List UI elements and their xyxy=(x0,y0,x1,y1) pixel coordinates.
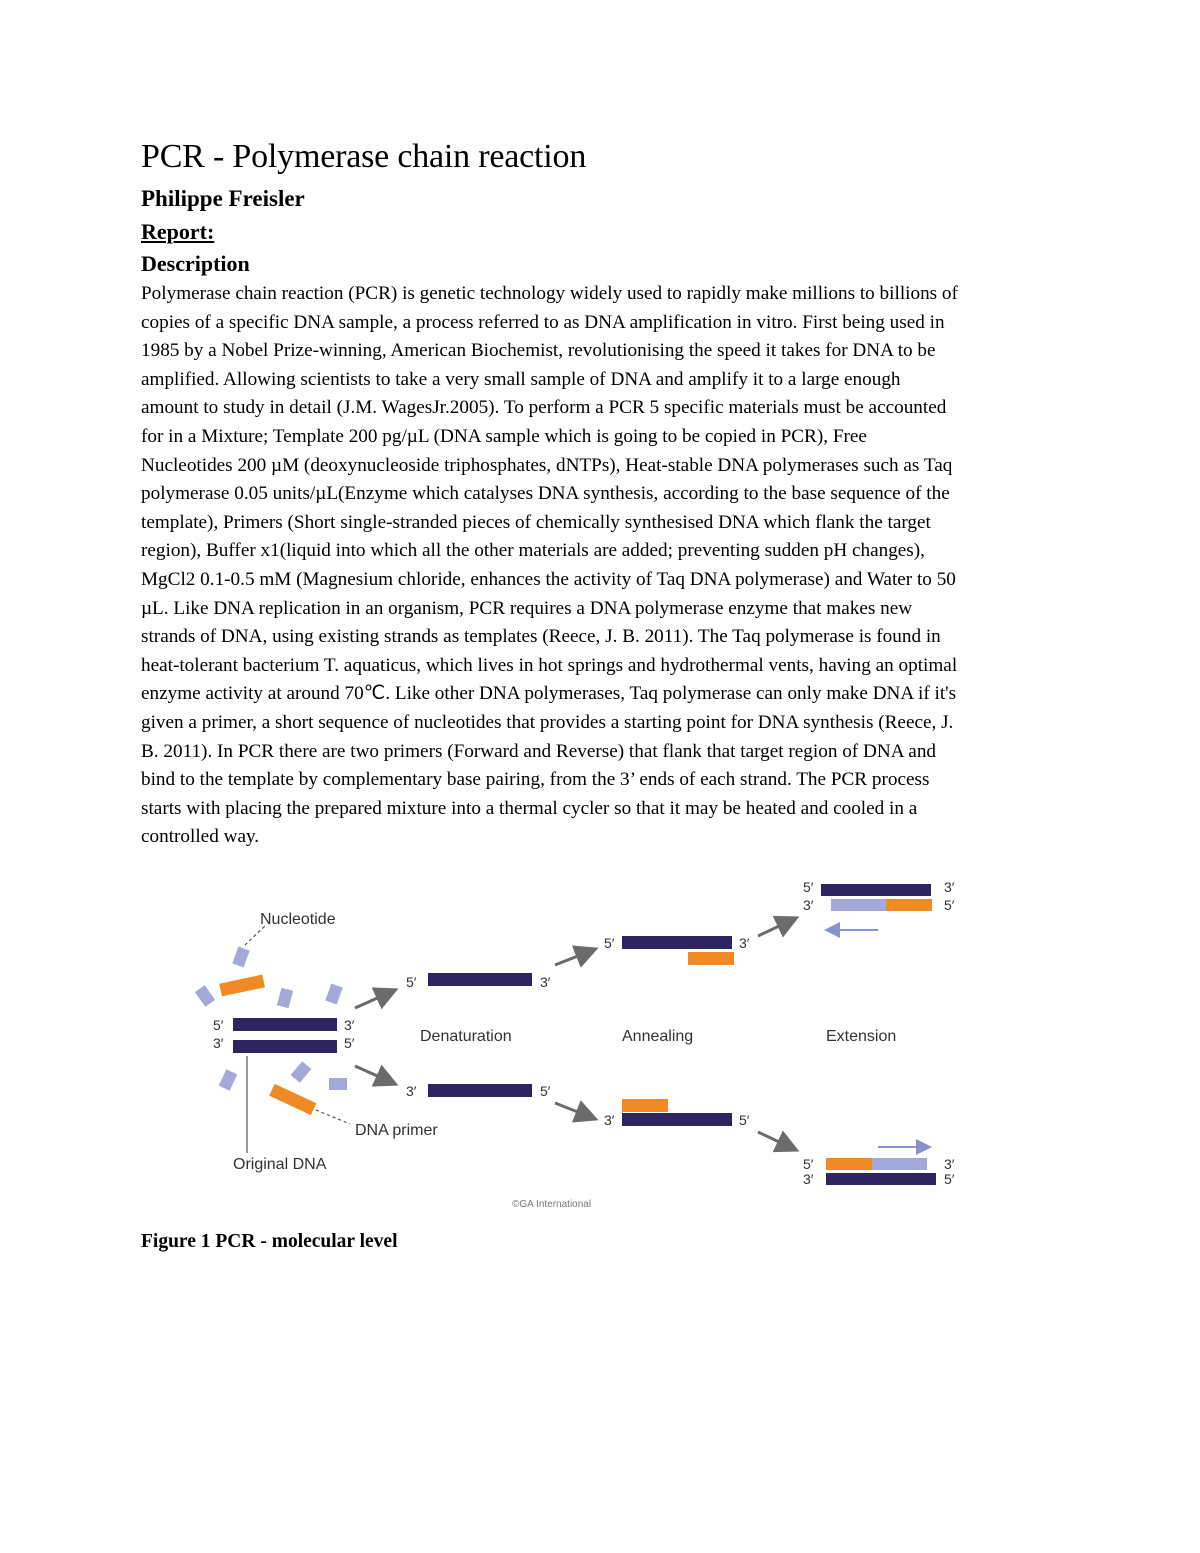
original-dna-bottom-strand xyxy=(233,1040,337,1053)
denaturation-label: Denaturation xyxy=(420,1028,512,1045)
paragraph-line: given a primer, a short sequence of nucleotides that provides a starting point for DNA synthesis (Reece, J. xyxy=(141,711,954,733)
ext-bot-5-end: 5′ xyxy=(803,1156,814,1172)
ext-bot2-3-end: 3′ xyxy=(803,1171,814,1187)
ext-new-5-end: 5′ xyxy=(944,897,955,913)
paragraph-line: 1985 by a Nobel Prize-winning, American Biochemist, revolutionising the speed it takes for DNA to be xyxy=(141,340,936,362)
extension-label: Extension xyxy=(826,1028,897,1045)
paragraph-line: bind to the template by complementary base pairing, from the 3’ ends of each strand. The PCR process xyxy=(141,769,930,791)
paragraph-line: Nucleotides 200 µM (deoxynucleoside triphosphates, dNTPs), Heat-stable DNA polymerases such as Taq xyxy=(141,454,953,476)
description-paragraph xyxy=(141,280,1071,852)
arrow-to-extension-top xyxy=(758,919,794,936)
paragraph-line: heat-tolerant bacterium T. aquaticus, which lives in hot springs and hydrothermal vents, having an optimal xyxy=(141,654,958,676)
paragraph-line: strands of DNA, using existing strands as templates (Reece, J. B. 2011). The Taq polymerase is found in xyxy=(141,626,941,648)
original-dna-top-strand xyxy=(233,1018,337,1031)
report-heading: Report: xyxy=(141,219,215,244)
nucleotide xyxy=(277,988,293,1008)
denat-bottom-3-end: 3′ xyxy=(406,1083,417,1099)
original-dna-label: Original DNA xyxy=(233,1156,327,1173)
extended-nucleotides-top xyxy=(831,899,886,911)
paragraph-line: copies of a specific DNA sample, a process referred to as DNA amplification in vitro. First being used in xyxy=(141,311,945,333)
primer-leader xyxy=(316,1110,350,1124)
original-top-5-end: 5′ xyxy=(213,1017,224,1033)
paragraph-line: µL. Like DNA replication in an organism, PCR requires a DNA polymerase enzyme that makes new xyxy=(141,597,913,619)
arrow-to-annealing-bottom xyxy=(555,1103,593,1118)
original-bottom-3-end: 3′ xyxy=(213,1035,224,1051)
primer xyxy=(269,1084,316,1115)
extension-template-top xyxy=(821,884,931,896)
anneal-top-5-end: 5′ xyxy=(604,935,615,951)
paragraph-line: polymerase 0.05 units/µL(Enzyme which catalyses DNA synthesis, according to the base sequence of the xyxy=(141,483,950,505)
annealing-label: Annealing xyxy=(622,1028,694,1045)
ext-top-3-end: 3′ xyxy=(944,879,955,895)
denat-top-3-end: 3′ xyxy=(540,974,551,990)
dna-primer-label: DNA primer xyxy=(355,1122,438,1139)
annealing-template-top xyxy=(622,936,732,949)
nucleotide xyxy=(291,1061,312,1083)
extension-primer-bottom xyxy=(826,1158,872,1170)
ext-top-5-end: 5′ xyxy=(803,879,814,895)
original-top-3-end: 3′ xyxy=(344,1017,355,1033)
nucleotide xyxy=(232,946,249,967)
paragraph-line: MgCl2 0.1-0.5 mM (Magnesium chloride, enhances the activity of Taq DNA polymerase) and Water to 50 xyxy=(141,568,956,590)
nucleotide-leader xyxy=(245,926,265,945)
primer xyxy=(219,975,265,997)
document-title: PCR - Polymerase chain reaction xyxy=(141,138,587,175)
ext-bot2-5-end: 5′ xyxy=(944,1171,955,1187)
figure-credit: ©GA International xyxy=(512,1199,592,1210)
annealed-primer-bottom xyxy=(622,1099,668,1112)
nucleotide xyxy=(329,1078,347,1090)
paragraph-line: amount to study in detail (J.M. WagesJr.2005). To perform a PCR 5 specific materials must be accounted xyxy=(141,397,947,419)
extended-nucleotides-bottom xyxy=(872,1158,927,1170)
annealing-template-bottom xyxy=(622,1113,732,1126)
anneal-bottom-5-end: 5′ xyxy=(739,1112,750,1128)
nucleotide xyxy=(195,985,215,1007)
denat-top-5-end: 5′ xyxy=(406,974,417,990)
figure-caption: Figure 1 PCR - molecular level xyxy=(141,1231,398,1252)
paragraph-line: controlled way. xyxy=(141,826,260,848)
denatured-strand-top xyxy=(428,973,532,986)
paragraph-line: for in a Mixture; Template 200 pg/µL (DNA sample which is going to be copied in PCR), Free xyxy=(141,425,867,447)
original-bottom-5-end: 5′ xyxy=(344,1035,355,1051)
anneal-top-3-end: 3′ xyxy=(739,935,750,951)
paragraph-line: enzyme activity at around 70℃. Like other DNA polymerases, Taq polymerase can only make DNA if it's xyxy=(141,683,957,705)
extension-primer-top xyxy=(886,899,932,911)
extension-template-bottom xyxy=(826,1173,936,1185)
nucleotide-label: Nucleotide xyxy=(260,911,336,928)
paragraph-line: Polymerase chain reaction (PCR) is genetic technology widely used to rapidly make millions to billions of xyxy=(141,283,958,304)
arrow-to-denaturation-bottom xyxy=(355,1066,393,1083)
paragraph-line: B. 2011). In PCR there are two primers (Forward and Reverse) that flank that target region of DNA and xyxy=(141,740,937,762)
paragraph-line: amplified. Allowing scientists to take a very small sample of DNA and amplify it to a large enough xyxy=(141,368,901,390)
author-name: Philippe Freisler xyxy=(141,186,305,211)
nucleotide xyxy=(325,983,342,1004)
denat-bottom-5-end: 5′ xyxy=(540,1083,551,1099)
paragraph-line: region), Buffer x1(liquid into which all the other materials are added; preventing sudden pH changes), xyxy=(141,540,925,562)
ext-new-3-end: 3′ xyxy=(803,897,814,913)
denatured-strand-bottom xyxy=(428,1084,532,1097)
paragraph-line: template), Primers (Short single-stranded pieces of chemically synthesised DNA which flank the target xyxy=(141,511,931,533)
arrow-to-annealing-top xyxy=(555,950,593,965)
annealed-primer-top xyxy=(688,952,734,965)
paragraph-line: starts with placing the prepared mixture into a thermal cycler so that it may be heated and cooled in a xyxy=(141,797,918,819)
arrow-to-extension-bottom xyxy=(758,1132,794,1149)
pcr-diagram xyxy=(190,870,990,1215)
anneal-bottom-3-end: 3′ xyxy=(604,1112,615,1128)
nucleotide xyxy=(219,1069,237,1090)
arrow-to-denaturation-top xyxy=(355,991,393,1008)
ext-bot-3-end: 3′ xyxy=(944,1156,955,1172)
section-heading-description: Description xyxy=(141,251,250,276)
